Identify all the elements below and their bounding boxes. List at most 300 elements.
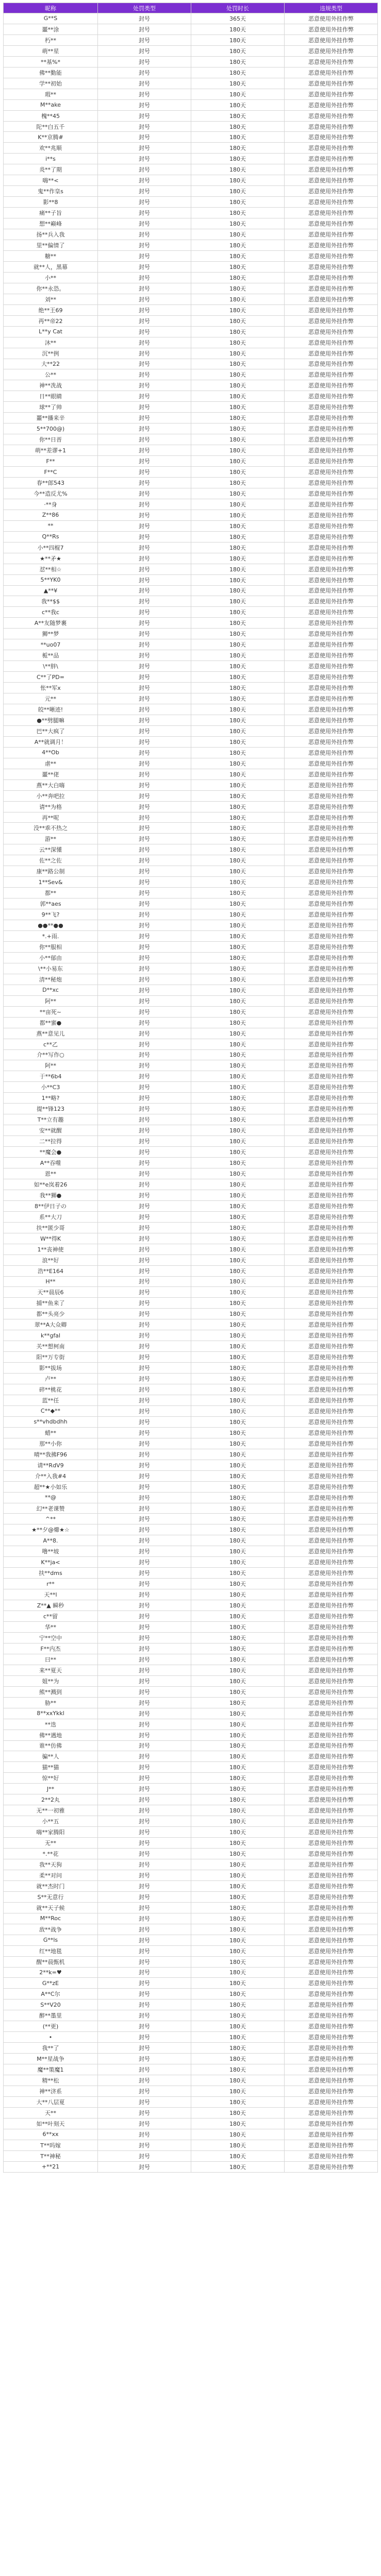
- penalty-duration-cell: 180天: [191, 1082, 285, 1093]
- nickname-cell: F**C: [4, 467, 98, 478]
- table-row: [4, 661, 378, 672]
- violation-type-cell: 恶意使用外挂作弊: [285, 1956, 378, 1967]
- nickname-cell: ▲**¥: [4, 585, 98, 596]
- table-row: [4, 2064, 378, 2075]
- penalty-duration-cell: 180天: [191, 1859, 285, 1870]
- nickname-cell: 卢**: [4, 1374, 98, 1384]
- nickname-cell: 浪**好: [4, 1255, 98, 1265]
- violation-type-cell: 恶意使用外挂作弊: [285, 1719, 378, 1730]
- violation-type-cell: 恶意使用外挂作弊: [285, 1902, 378, 1913]
- nickname-cell: 谁**仿佛: [4, 1740, 98, 1751]
- penalty-type-cell: 封号: [98, 596, 191, 607]
- penalty-type-cell: 封号: [98, 1849, 191, 1859]
- nickname-cell: 萌**星: [4, 45, 98, 56]
- penalty-duration-cell: 180天: [191, 672, 285, 683]
- penalty-type-cell: 封号: [98, 13, 191, 24]
- table-row: [4, 877, 378, 888]
- penalty-type-cell: 封号: [98, 1891, 191, 1902]
- violation-type-cell: 恶意使用外挂作弊: [285, 1816, 378, 1827]
- nickname-cell: 日**眼睛: [4, 391, 98, 402]
- penalty-type-cell: 封号: [98, 164, 191, 175]
- nickname-cell: A**就调月！: [4, 736, 98, 747]
- violation-type-cell: 恶意使用外挂作弊: [285, 218, 378, 229]
- nickname-cell: 噩**佬: [4, 769, 98, 779]
- nickname-cell: H**: [4, 1276, 98, 1287]
- penalty-duration-cell: 180天: [191, 1147, 285, 1158]
- violation-type-cell: 恶意使用外挂作弊: [285, 2032, 378, 2043]
- penalty-type-cell: 封号: [98, 985, 191, 995]
- penalty-type-cell: 封号: [98, 1719, 191, 1730]
- nickname-cell: 安**就醒: [4, 1125, 98, 1136]
- penalty-type-cell: 封号: [98, 1524, 191, 1535]
- penalty-duration-cell: 180天: [191, 1438, 285, 1449]
- violation-type-cell: 恶意使用外挂作弊: [285, 445, 378, 456]
- penalty-type-cell: 封号: [98, 197, 191, 208]
- table-row: [4, 1330, 378, 1341]
- nickname-cell: ●●**●●: [4, 920, 98, 931]
- violation-type-cell: 恶意使用外挂作弊: [285, 693, 378, 704]
- penalty-duration-cell: 180天: [191, 1298, 285, 1309]
- table-row: [4, 56, 378, 67]
- violation-type-cell: 恶意使用外挂作弊: [285, 1665, 378, 1675]
- table-row: [4, 240, 378, 251]
- penalty-duration-cell: 180天: [191, 1449, 285, 1460]
- penalty-duration-cell: 180天: [191, 1071, 285, 1082]
- table-row: [4, 1740, 378, 1751]
- table-row: [4, 1773, 378, 1784]
- violation-type-cell: 恶意使用外挂作弊: [285, 337, 378, 348]
- table-row: [4, 1632, 378, 1643]
- violation-type-cell: 恶意使用外挂作弊: [285, 790, 378, 801]
- penalty-type-cell: 封号: [98, 1136, 191, 1147]
- table-row: [4, 1838, 378, 1849]
- penalty-duration-cell: 180天: [191, 704, 285, 715]
- nickname-cell: i**s: [4, 154, 98, 164]
- penalty-duration-cell: 180天: [191, 2107, 285, 2118]
- penalty-type-cell: 封号: [98, 564, 191, 574]
- nickname-cell: 就**人，黑幕: [4, 261, 98, 272]
- penalty-duration-cell: 180天: [191, 89, 285, 99]
- table-row: [4, 596, 378, 607]
- penalty-duration-cell: 180天: [191, 1978, 285, 1989]
- violation-type-cell: 恶意使用外挂作弊: [285, 510, 378, 520]
- penalty-type-cell: 封号: [98, 1363, 191, 1374]
- table-row: [4, 35, 378, 45]
- penalty-duration-cell: 180天: [191, 801, 285, 812]
- nickname-cell: 天**l: [4, 1589, 98, 1600]
- nickname-cell: 你**日晋: [4, 434, 98, 445]
- nickname-cell: 捕**鱼来了: [4, 1298, 98, 1309]
- nickname-cell: 佛**遇地: [4, 1730, 98, 1740]
- table-row: [4, 467, 378, 478]
- nickname-cell: 再**呢: [4, 812, 98, 823]
- penalty-type-cell: 封号: [98, 1255, 191, 1265]
- violation-type-cell: 恶意使用外挂作弊: [285, 985, 378, 995]
- nickname-cell: 熊**溅到: [4, 1686, 98, 1697]
- violation-type-cell: 恶意使用外挂作弊: [285, 672, 378, 683]
- table-row: [4, 704, 378, 715]
- nickname-cell: G**S: [4, 13, 98, 24]
- table-row: [4, 844, 378, 855]
- penalty-duration-cell: 180天: [191, 1589, 285, 1600]
- table-row: [4, 1265, 378, 1276]
- penalty-type-cell: 封号: [98, 283, 191, 294]
- violation-type-cell: 恶意使用外挂作弊: [285, 1158, 378, 1168]
- violation-type-cell: 恶意使用外挂作弊: [285, 1579, 378, 1589]
- penalty-duration-cell: 180天: [191, 1838, 285, 1849]
- violation-type-cell: 恶意使用外挂作弊: [285, 1870, 378, 1880]
- nickname-cell: S**无意行: [4, 1891, 98, 1902]
- table-row: [4, 1233, 378, 1244]
- penalty-duration-cell: 180天: [191, 337, 285, 348]
- nickname-cell: **uo07: [4, 639, 98, 650]
- penalty-type-cell: 封号: [98, 186, 191, 197]
- table-row: [4, 272, 378, 283]
- violation-type-cell: 恶意使用外挂作弊: [285, 315, 378, 326]
- violation-type-cell: 恶意使用外挂作弊: [285, 1535, 378, 1546]
- table-row: [4, 2043, 378, 2054]
- nickname-cell: 嗨**家腾阳: [4, 1827, 98, 1838]
- penalty-type-cell: 封号: [98, 1924, 191, 1935]
- penalty-duration-cell: 180天: [191, 769, 285, 779]
- penalty-duration-cell: 180天: [191, 1849, 285, 1859]
- nickname-cell: 狮**梦: [4, 629, 98, 639]
- nickname-cell: 神**济系: [4, 2086, 98, 2097]
- violation-type-cell: 恶意使用外挂作弊: [285, 208, 378, 218]
- penalty-type-cell: 封号: [98, 1935, 191, 1945]
- nickname-cell: T**立有趣: [4, 1114, 98, 1125]
- nickname-cell: 小**奔吧拉: [4, 790, 98, 801]
- violation-type-cell: 恶意使用外挂作弊: [285, 974, 378, 985]
- penalty-duration-cell: 180天: [191, 823, 285, 834]
- penalty-duration-cell: 180天: [191, 963, 285, 974]
- table-row: [4, 866, 378, 877]
- nickname-cell: 5**700@): [4, 423, 98, 434]
- table-row: [4, 1438, 378, 1449]
- penalty-type-cell: 封号: [98, 1125, 191, 1136]
- penalty-type-cell: 封号: [98, 769, 191, 779]
- nickname-cell: 怅**军x: [4, 683, 98, 693]
- penalty-type-cell: 封号: [98, 1114, 191, 1125]
- table-row: [4, 1158, 378, 1168]
- table-row: [4, 520, 378, 531]
- violation-type-cell: 恶意使用外挂作弊: [285, 1265, 378, 1276]
- penalty-type-cell: 封号: [98, 1600, 191, 1611]
- penalty-type-cell: 封号: [98, 89, 191, 99]
- nickname-cell: 槐**45: [4, 110, 98, 121]
- nickname-cell: C**◆**: [4, 1405, 98, 1416]
- violation-type-cell: 恶意使用外挂作弊: [285, 1211, 378, 1222]
- penalty-duration-cell: 180天: [191, 1136, 285, 1147]
- penalty-type-cell: 封号: [98, 1568, 191, 1579]
- table-row: [4, 931, 378, 942]
- penalty-duration-cell: 180天: [191, 24, 285, 35]
- violation-type-cell: 恶意使用外挂作弊: [285, 650, 378, 661]
- penalty-type-cell: 封号: [98, 1675, 191, 1686]
- table-row: [4, 985, 378, 995]
- penalty-type-cell: 封号: [98, 1006, 191, 1017]
- nickname-cell: F**: [4, 456, 98, 467]
- nickname-cell: 介**写作○: [4, 1049, 98, 1060]
- table-row: [4, 629, 378, 639]
- penalty-duration-cell: 180天: [191, 477, 285, 488]
- table-row: [4, 456, 378, 467]
- table-row: [4, 197, 378, 208]
- table-row: [4, 888, 378, 899]
- penalty-type-cell: 封号: [98, 542, 191, 553]
- penalty-type-cell: 封号: [98, 1374, 191, 1384]
- table-row: [4, 1514, 378, 1524]
- penalty-type-cell: 封号: [98, 661, 191, 672]
- penalty-type-cell: 封号: [98, 1028, 191, 1039]
- penalty-type-cell: 封号: [98, 1265, 191, 1276]
- table-row: [4, 1784, 378, 1794]
- violation-type-cell: 恶意使用外挂作弊: [285, 1784, 378, 1794]
- penalty-type-cell: 封号: [98, 434, 191, 445]
- table-row: [4, 1730, 378, 1740]
- penalty-duration-cell: 180天: [191, 1622, 285, 1633]
- nickname-cell: 大**八层夏: [4, 2096, 98, 2107]
- violation-type-cell: 恶意使用外挂作弊: [285, 1838, 378, 1849]
- penalty-duration-cell: 180天: [191, 1093, 285, 1104]
- nickname-cell: 嗨**<: [4, 175, 98, 186]
- violation-type-cell: 恶意使用外挂作弊: [285, 1309, 378, 1319]
- penalty-type-cell: 封号: [98, 1784, 191, 1794]
- nickname-cell: 阳**万专街: [4, 1352, 98, 1363]
- nickname-cell: 8**xxYkkl: [4, 1708, 98, 1719]
- penalty-type-cell: 封号: [98, 304, 191, 315]
- violation-type-cell: 恶意使用外挂作弊: [285, 1168, 378, 1179]
- nickname-cell: 小**五: [4, 1816, 98, 1827]
- violation-type-cell: 恶意使用外挂作弊: [285, 1827, 378, 1838]
- penalty-duration-cell: 180天: [191, 531, 285, 542]
- penalty-type-cell: 封号: [98, 369, 191, 380]
- penalty-type-cell: 封号: [98, 639, 191, 650]
- penalty-duration-cell: 180天: [191, 618, 285, 629]
- violation-type-cell: 恶意使用外挂作弊: [285, 1697, 378, 1708]
- table-row: [4, 1200, 378, 1211]
- violation-type-cell: 恶意使用外挂作弊: [285, 1762, 378, 1773]
- violation-type-cell: 恶意使用外挂作弊: [285, 488, 378, 499]
- violation-type-cell: 恶意使用外挂作弊: [285, 499, 378, 510]
- table-row: [4, 413, 378, 423]
- nickname-cell: 你**永恐。: [4, 283, 98, 294]
- table-row: [4, 1503, 378, 1514]
- penalty-type-cell: 封号: [98, 747, 191, 758]
- penalty-type-cell: 封号: [98, 1341, 191, 1352]
- nickname-cell: 陀**白五千: [4, 121, 98, 132]
- nickname-cell: 炎**了期: [4, 164, 98, 175]
- penalty-type-cell: 封号: [98, 553, 191, 564]
- penalty-type-cell: 封号: [98, 531, 191, 542]
- table-row: [4, 715, 378, 725]
- violation-type-cell: 恶意使用外挂作弊: [285, 1967, 378, 1978]
- penalty-type-cell: 封号: [98, 801, 191, 812]
- nickname-cell: **魔会●: [4, 1147, 98, 1158]
- table-row: [4, 2118, 378, 2129]
- penalty-duration-cell: 180天: [191, 574, 285, 585]
- violation-type-cell: 恶意使用外挂作弊: [285, 45, 378, 56]
- penalty-duration-cell: 180天: [191, 1049, 285, 1060]
- table-row: [4, 1449, 378, 1460]
- penalty-duration-cell: 180天: [191, 844, 285, 855]
- penalty-type-cell: 封号: [98, 218, 191, 229]
- penalty-duration-cell: 180天: [191, 2054, 285, 2064]
- violation-type-cell: 恶意使用外挂作弊: [285, 1233, 378, 1244]
- violation-type-cell: 恶意使用外挂作弊: [285, 1460, 378, 1470]
- table-row: [4, 2096, 378, 2107]
- penalty-type-cell: 封号: [98, 1880, 191, 1891]
- table-row: [4, 899, 378, 909]
- table-row: [4, 1028, 378, 1039]
- violation-type-cell: 恶意使用外挂作弊: [285, 2161, 378, 2172]
- table-row: [4, 434, 378, 445]
- table-row: [4, 553, 378, 564]
- penalty-type-cell: 封号: [98, 672, 191, 683]
- header-penalty-type: 处罚类型: [98, 3, 191, 13]
- table-row: [4, 1751, 378, 1762]
- violation-type-cell: 恶意使用外挂作弊: [285, 1395, 378, 1406]
- violation-type-cell: 恶意使用外挂作弊: [285, 1416, 378, 1427]
- table-row: [4, 1481, 378, 1492]
- penalty-duration-cell: 180天: [191, 834, 285, 844]
- table-row: [4, 2032, 378, 2043]
- penalty-duration-cell: 180天: [191, 1935, 285, 1945]
- penalty-duration-cell: 180天: [191, 1568, 285, 1579]
- penalty-type-cell: 封号: [98, 1395, 191, 1406]
- nickname-cell: 碎**桃花: [4, 1384, 98, 1395]
- penalty-type-cell: 封号: [98, 99, 191, 110]
- violation-type-cell: 恶意使用外挂作弊: [285, 1470, 378, 1481]
- penalty-duration-cell: 180天: [191, 1427, 285, 1438]
- table-row: [4, 1125, 378, 1136]
- penalty-duration-cell: 180天: [191, 1168, 285, 1179]
- table-row: [4, 1276, 378, 1287]
- nickname-cell: 绝**王69: [4, 304, 98, 315]
- violation-type-cell: 恶意使用外挂作弊: [285, 1675, 378, 1686]
- penalty-type-cell: 封号: [98, 294, 191, 304]
- penalty-type-cell: 封号: [98, 413, 191, 423]
- nickname-cell: 我**天狗: [4, 1859, 98, 1870]
- table-row: [4, 1006, 378, 1017]
- penalty-duration-cell: 180天: [191, 1773, 285, 1784]
- violation-type-cell: 恶意使用外挂作弊: [285, 1708, 378, 1719]
- table-row: [4, 250, 378, 261]
- violation-type-cell: 恶意使用外挂作弊: [285, 2064, 378, 2075]
- table-row: [4, 1557, 378, 1568]
- penalty-type-cell: 封号: [98, 1211, 191, 1222]
- penalty-duration-cell: 180天: [191, 995, 285, 1006]
- nickname-cell: 没**乖不热之: [4, 823, 98, 834]
- table-row: [4, 1805, 378, 1816]
- table-row: [4, 725, 378, 736]
- violation-type-cell: 恶意使用外挂作弊: [285, 1999, 378, 2010]
- nickname-cell: ★**矛★: [4, 553, 98, 564]
- penalty-type-cell: 封号: [98, 1384, 191, 1395]
- table-row: [4, 499, 378, 510]
- table-row: [4, 2107, 378, 2118]
- penalty-duration-cell: 180天: [191, 1999, 285, 2010]
- penalty-type-cell: 封号: [98, 2107, 191, 2118]
- nickname-cell: Q**Rs: [4, 531, 98, 542]
- nickname-cell: **@: [4, 1492, 98, 1503]
- penalty-duration-cell: 180天: [191, 553, 285, 564]
- table-row: [4, 2010, 378, 2021]
- penalty-type-cell: 封号: [98, 1686, 191, 1697]
- violation-type-cell: 恶意使用外挂作弊: [285, 1049, 378, 1060]
- table-row: [4, 78, 378, 89]
- nickname-cell: 云**深懂: [4, 844, 98, 855]
- nickname-cell: 2**2丸: [4, 1794, 98, 1805]
- penalty-duration-cell: 180天: [191, 1794, 285, 1805]
- table-row: [4, 1880, 378, 1891]
- violation-type-cell: 恶意使用外挂作弊: [285, 67, 378, 78]
- penalty-type-cell: 封号: [98, 326, 191, 337]
- violation-type-cell: 恶意使用外挂作弊: [285, 1006, 378, 1017]
- table-row: [4, 1600, 378, 1611]
- penalty-type-cell: 封号: [98, 1222, 191, 1233]
- penalty-duration-cell: 180天: [191, 369, 285, 380]
- penalty-duration-cell: 180天: [191, 99, 285, 110]
- violation-type-cell: 恶意使用外挂作弊: [285, 369, 378, 380]
- table-row: [4, 941, 378, 952]
- penalty-type-cell: 封号: [98, 56, 191, 67]
- nickname-cell: 怼**相☆: [4, 564, 98, 574]
- penalty-duration-cell: 180天: [191, 67, 285, 78]
- table-row: [4, 531, 378, 542]
- table-row: [4, 1082, 378, 1093]
- nickname-cell: 康**路公制: [4, 866, 98, 877]
- penalty-duration-cell: 180天: [191, 1579, 285, 1589]
- violation-type-cell: 恶意使用外挂作弊: [285, 758, 378, 769]
- nickname-cell: 游**: [4, 834, 98, 844]
- penalty-duration-cell: 180天: [191, 434, 285, 445]
- violation-type-cell: 恶意使用外挂作弊: [285, 1093, 378, 1104]
- penalty-duration-cell: 180天: [191, 423, 285, 434]
- penalty-type-cell: 封号: [98, 1654, 191, 1665]
- penalty-duration-cell: 180天: [191, 186, 285, 197]
- violation-type-cell: 恶意使用外挂作弊: [285, 585, 378, 596]
- nickname-cell: **基%*: [4, 56, 98, 67]
- penalty-type-cell: 封号: [98, 1589, 191, 1600]
- nickname-cell: •: [4, 2032, 98, 2043]
- violation-type-cell: 恶意使用外挂作弊: [285, 1481, 378, 1492]
- header-penalty-duration: 处罚时长: [191, 3, 285, 13]
- violation-type-cell: 恶意使用外挂作弊: [285, 931, 378, 942]
- penalty-duration-cell: 180天: [191, 2043, 285, 2054]
- nickname-cell: 超**★小如乐: [4, 1481, 98, 1492]
- violation-type-cell: 恶意使用外挂作弊: [285, 413, 378, 423]
- nickname-cell: 沉**例: [4, 348, 98, 359]
- nickname-cell: 那**小你: [4, 1438, 98, 1449]
- penalty-type-cell: 封号: [98, 488, 191, 499]
- table-row: [4, 995, 378, 1006]
- table-row: [4, 1255, 378, 1265]
- table-row: [4, 1546, 378, 1557]
- table-row: [4, 348, 378, 359]
- nickname-cell: W**得K: [4, 1233, 98, 1244]
- table-row: [4, 1395, 378, 1406]
- table-row: [4, 639, 378, 650]
- table-row: [4, 2075, 378, 2086]
- penalty-type-cell: 封号: [98, 250, 191, 261]
- penalty-duration-cell: 180天: [191, 1880, 285, 1891]
- violation-type-cell: 恶意使用外挂作弊: [285, 143, 378, 154]
- penalty-duration-cell: 180天: [191, 56, 285, 67]
- penalty-type-cell: 封号: [98, 45, 191, 56]
- penalty-type-cell: 封号: [98, 1093, 191, 1104]
- nickname-cell: c**乙: [4, 1039, 98, 1049]
